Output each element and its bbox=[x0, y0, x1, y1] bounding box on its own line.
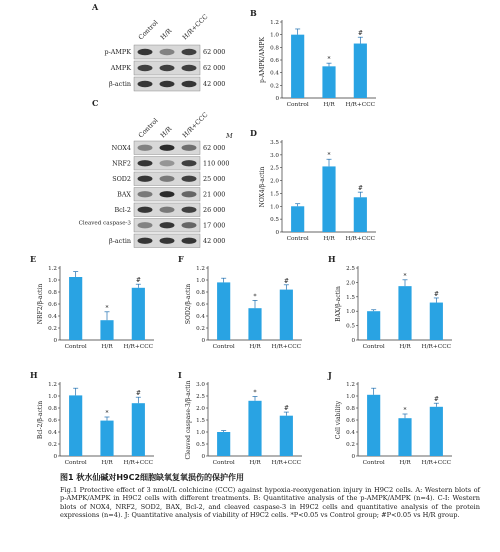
category-label: H/R bbox=[101, 460, 113, 466]
blot-band bbox=[160, 191, 175, 197]
y-tick-label: 0.5 bbox=[270, 217, 279, 224]
y-tick-label: 3.5 bbox=[270, 140, 279, 146]
panel-label: D bbox=[250, 128, 257, 138]
category-label: H/R bbox=[399, 460, 411, 466]
category-label: Control bbox=[64, 344, 87, 350]
category-label: H/R+CCC bbox=[345, 102, 376, 108]
category-label: H/R+CCC bbox=[421, 344, 452, 350]
blot-band bbox=[138, 238, 153, 244]
caption-body: Fig.1 Protective effect of 3 nmol/L colchicine (CCC) against hypoxia-reoxygenation injury in H9C2 cells. A: Western blots of p-AMPK/AMPK in H9C2 cells with different treatments. B: Quantitative analysis of the p-AMPK/AMPK (n=4). C-I: Western blots of NOX4, NRF2, SOD2, BAX, Bcl-2, and cleaved caspase-3 in H9C2 cells and quantitative analysis of the protein expressions (n=4). J: Quantitative analysis of viability of H9C2 cells. *P<0.05 vs Control group; #P<0.05 vs H/R group. bbox=[60, 485, 480, 520]
blot-band bbox=[182, 238, 197, 244]
panel-label: C bbox=[92, 98, 99, 108]
blot-band bbox=[182, 176, 197, 182]
bar bbox=[430, 303, 443, 340]
bar bbox=[69, 277, 82, 340]
y-tick-label: 0.6 bbox=[346, 418, 355, 424]
y-tick-label: 0.8 bbox=[48, 406, 57, 412]
protein-label: p-AMPK bbox=[104, 48, 131, 57]
bar-chart-panels bbox=[30, 8, 452, 466]
chart-3 bbox=[178, 254, 302, 350]
blot-band bbox=[160, 176, 175, 182]
protein-label: AMPK bbox=[110, 64, 131, 73]
category-label: H/R+CCC bbox=[271, 460, 302, 466]
significance-mark: # bbox=[433, 290, 439, 298]
protein-label: NOX4 bbox=[111, 143, 131, 152]
y-tick-label: 0.4 bbox=[48, 430, 57, 436]
y-tick-label: 1.2 bbox=[48, 266, 57, 272]
bar bbox=[280, 290, 293, 340]
chart-1 bbox=[250, 128, 376, 242]
bar bbox=[217, 282, 230, 340]
bar bbox=[398, 286, 411, 340]
y-tick-label: 2.5 bbox=[270, 165, 279, 172]
lane-label: Control bbox=[136, 116, 160, 140]
y-tick-label: 1.2 bbox=[48, 382, 57, 388]
lane-label: H/R+CCC bbox=[180, 12, 210, 42]
blot-band bbox=[182, 65, 197, 71]
y-axis-label: NOX4/β-actin bbox=[259, 166, 266, 208]
blot-band bbox=[182, 207, 197, 213]
blot-band bbox=[160, 238, 175, 244]
chart-6 bbox=[178, 370, 302, 466]
molecular-weight: 62 000 bbox=[203, 143, 226, 152]
y-tick-label: 1.2 bbox=[346, 382, 355, 388]
category-label: Control bbox=[362, 344, 385, 350]
bar bbox=[291, 35, 304, 98]
panel-label: F bbox=[178, 254, 184, 264]
panel-label: H bbox=[328, 254, 336, 264]
panel-label: I bbox=[178, 370, 182, 380]
significance-mark: * bbox=[403, 272, 407, 280]
significance-mark: * bbox=[105, 410, 109, 417]
bar bbox=[367, 395, 380, 456]
y-axis-label: SOD2/β-actin bbox=[185, 283, 192, 325]
bar bbox=[132, 288, 145, 340]
category-label: H/R bbox=[101, 344, 113, 350]
bar bbox=[322, 66, 335, 98]
significance-mark: # bbox=[135, 277, 141, 285]
molecular-weight: 42 000 bbox=[203, 80, 226, 89]
category-label: H/R bbox=[323, 236, 335, 242]
y-tick-label: 3.0 bbox=[196, 382, 205, 388]
y-tick-label: 1.0 bbox=[48, 394, 57, 400]
y-tick-label: 0.4 bbox=[196, 314, 205, 320]
protein-label: NRF2 bbox=[112, 159, 131, 168]
y-tick-label: 1.5 bbox=[196, 418, 205, 424]
molecular-weight: 42 000 bbox=[203, 236, 226, 245]
y-tick-label: 0 bbox=[351, 454, 355, 460]
y-tick-label: 2.5 bbox=[196, 394, 205, 400]
panel-label: J bbox=[328, 370, 332, 380]
significance-mark: # bbox=[283, 277, 289, 285]
blot-band bbox=[138, 160, 153, 166]
blot-band bbox=[138, 176, 153, 182]
blot-band bbox=[138, 81, 153, 87]
blot-band bbox=[138, 207, 153, 213]
category-label: Control bbox=[286, 102, 309, 108]
chart-2 bbox=[30, 254, 154, 350]
blot-band bbox=[138, 65, 153, 71]
significance-mark: * bbox=[327, 152, 331, 160]
blot-band bbox=[138, 145, 153, 151]
y-axis-label: p-AMPK/AMPK bbox=[259, 37, 266, 83]
bar bbox=[322, 166, 335, 232]
y-tick-label: 1.0 bbox=[48, 278, 57, 284]
bar bbox=[100, 320, 113, 340]
y-tick-label: 2.0 bbox=[270, 178, 279, 185]
y-tick-label: 0.2 bbox=[48, 326, 57, 332]
significance-mark: * bbox=[253, 293, 257, 301]
lane-label: Control bbox=[136, 18, 160, 42]
y-tick-label: 0.8 bbox=[270, 45, 279, 52]
significance-mark: # bbox=[135, 390, 141, 398]
blot-band bbox=[160, 49, 175, 55]
category-label: H/R+CCC bbox=[421, 460, 452, 466]
y-tick-label: 0.6 bbox=[196, 302, 205, 308]
blot-band bbox=[138, 191, 153, 197]
bar bbox=[132, 403, 145, 456]
bar bbox=[280, 416, 293, 456]
y-tick-label: 0.5 bbox=[346, 323, 355, 330]
molecular-weight: 110 000 bbox=[203, 159, 230, 168]
category-label: H/R bbox=[249, 344, 261, 350]
y-tick-label: 2.0 bbox=[346, 280, 355, 287]
bar bbox=[430, 407, 443, 456]
lane-label: H/R+CCC bbox=[180, 110, 210, 140]
blot-band bbox=[160, 145, 175, 151]
category-label: H/R+CCC bbox=[345, 236, 376, 242]
significance-mark: # bbox=[357, 185, 363, 193]
bar bbox=[291, 206, 304, 232]
significance-mark: # bbox=[433, 396, 439, 404]
molecular-weight: 62 000 bbox=[203, 64, 226, 73]
category-label: Control bbox=[212, 460, 235, 466]
protein-label: BAX bbox=[117, 190, 131, 199]
y-tick-label: 0.6 bbox=[270, 58, 279, 64]
significance-mark: * bbox=[253, 389, 257, 397]
y-tick-label: 0.6 bbox=[48, 418, 57, 424]
y-axis-label: BAX/β-actin bbox=[335, 286, 342, 322]
y-axis-label: Bcl-2/β-actin bbox=[37, 400, 44, 440]
significance-mark: * bbox=[403, 407, 407, 414]
chart-7 bbox=[327, 370, 452, 466]
y-tick-label: 0.2 bbox=[48, 442, 57, 448]
panel-label: H bbox=[30, 370, 38, 380]
category-label: H/R bbox=[399, 344, 411, 350]
western-blot-panel-a bbox=[91, 2, 225, 91]
western-blot-panel-c bbox=[79, 98, 233, 248]
panel-label: B bbox=[250, 8, 257, 18]
chart-4 bbox=[328, 254, 452, 350]
bar bbox=[217, 432, 230, 456]
y-tick-label: 0.8 bbox=[346, 406, 355, 412]
molecular-weight: 21 000 bbox=[203, 190, 226, 199]
y-tick-label: 0.4 bbox=[270, 70, 279, 77]
category-label: H/R bbox=[249, 460, 261, 466]
panel-label: E bbox=[30, 254, 37, 264]
molecular-weight: 17 000 bbox=[203, 221, 226, 230]
y-axis-label: Cell viability bbox=[335, 400, 342, 440]
bar bbox=[100, 421, 113, 456]
molecular-weight: 26 000 bbox=[203, 205, 226, 214]
y-tick-label: 0 bbox=[53, 338, 57, 344]
y-tick-label: 3.0 bbox=[270, 152, 279, 159]
category-label: Control bbox=[64, 460, 87, 466]
y-tick-label: 1.2 bbox=[196, 266, 205, 272]
y-tick-label: 1.0 bbox=[346, 394, 355, 400]
blot-band bbox=[160, 207, 175, 213]
blot-band bbox=[138, 49, 153, 55]
y-tick-label: 0 bbox=[275, 96, 279, 102]
y-tick-label: 1.5 bbox=[346, 294, 355, 301]
blot-band bbox=[160, 81, 175, 87]
y-tick-label: 1.0 bbox=[270, 32, 279, 39]
blot-band bbox=[160, 160, 175, 166]
y-tick-label: 0.2 bbox=[196, 326, 205, 332]
protein-label: β-actin bbox=[109, 236, 131, 245]
y-tick-label: 1.0 bbox=[196, 430, 205, 436]
category-label: H/R bbox=[323, 102, 335, 108]
blot-band bbox=[138, 222, 153, 228]
bar bbox=[248, 401, 261, 456]
blot-band bbox=[182, 191, 197, 197]
category-label: H/R+CCC bbox=[123, 460, 154, 466]
y-tick-label: 0.2 bbox=[346, 442, 355, 448]
category-label: H/R+CCC bbox=[123, 344, 154, 350]
category-label: Control bbox=[362, 460, 385, 466]
blot-band bbox=[160, 222, 175, 228]
y-tick-label: 2.5 bbox=[346, 266, 355, 272]
bar bbox=[354, 44, 367, 98]
chart-5 bbox=[30, 370, 154, 466]
caption-title: 图1 秋水仙碱对H9C2细胞缺氧复氧损伤的保护作用 bbox=[60, 473, 245, 482]
y-tick-label: 2.0 bbox=[196, 406, 205, 412]
molecular-weight: 25 000 bbox=[203, 174, 226, 183]
blot-band bbox=[160, 65, 175, 71]
blot-band bbox=[182, 145, 197, 151]
y-tick-label: 1.0 bbox=[196, 278, 205, 284]
mw-header: M bbox=[226, 132, 233, 140]
bar bbox=[398, 418, 411, 456]
y-tick-label: 0 bbox=[201, 454, 205, 460]
y-tick-label: 0 bbox=[53, 454, 57, 460]
lane-label: H/R bbox=[158, 26, 174, 42]
y-tick-label: 0.4 bbox=[346, 430, 355, 436]
y-tick-label: 0.8 bbox=[196, 290, 205, 296]
figure-caption bbox=[60, 474, 480, 520]
lane-label: H/R bbox=[158, 124, 174, 140]
category-label: H/R+CCC bbox=[271, 344, 302, 350]
protein-label: Bcl-2 bbox=[114, 205, 131, 214]
significance-mark: * bbox=[327, 56, 331, 64]
y-tick-label: 1.5 bbox=[270, 191, 279, 198]
y-tick-label: 0 bbox=[351, 338, 355, 344]
protein-label: SOD2 bbox=[112, 174, 131, 183]
y-axis-label: NRF2/β-actin bbox=[37, 283, 44, 325]
y-tick-label: 0.5 bbox=[196, 442, 205, 448]
category-label: Control bbox=[286, 236, 309, 242]
y-tick-label: 1.0 bbox=[270, 204, 279, 211]
y-tick-label: 0.4 bbox=[48, 314, 57, 320]
blot-band bbox=[182, 160, 197, 166]
bar bbox=[354, 197, 367, 232]
blot-band bbox=[182, 49, 197, 55]
category-label: Control bbox=[212, 344, 235, 350]
y-tick-label: 0.6 bbox=[48, 302, 57, 308]
bar bbox=[69, 395, 82, 456]
significance-mark: # bbox=[357, 30, 363, 38]
y-tick-label: 1.2 bbox=[270, 20, 279, 26]
y-axis-label: Cleaved caspase-3/β-actin bbox=[185, 380, 192, 460]
y-tick-label: 1.0 bbox=[346, 309, 355, 316]
significance-mark: # bbox=[283, 405, 289, 413]
y-tick-label: 0 bbox=[201, 338, 205, 344]
blot-band bbox=[182, 222, 197, 228]
protein-label: β-actin bbox=[109, 80, 131, 89]
bar bbox=[248, 308, 261, 340]
bar bbox=[367, 311, 380, 340]
panel-label: A bbox=[92, 2, 99, 12]
y-tick-label: 0 bbox=[275, 230, 279, 236]
protein-label: Cleaved caspase-3 bbox=[78, 220, 131, 227]
molecular-weight: 62 000 bbox=[203, 48, 226, 57]
chart-0 bbox=[250, 8, 376, 108]
y-tick-label: 0.2 bbox=[270, 83, 279, 90]
blot-band bbox=[182, 81, 197, 87]
significance-mark: * bbox=[105, 304, 109, 312]
y-tick-label: 0.8 bbox=[48, 290, 57, 296]
